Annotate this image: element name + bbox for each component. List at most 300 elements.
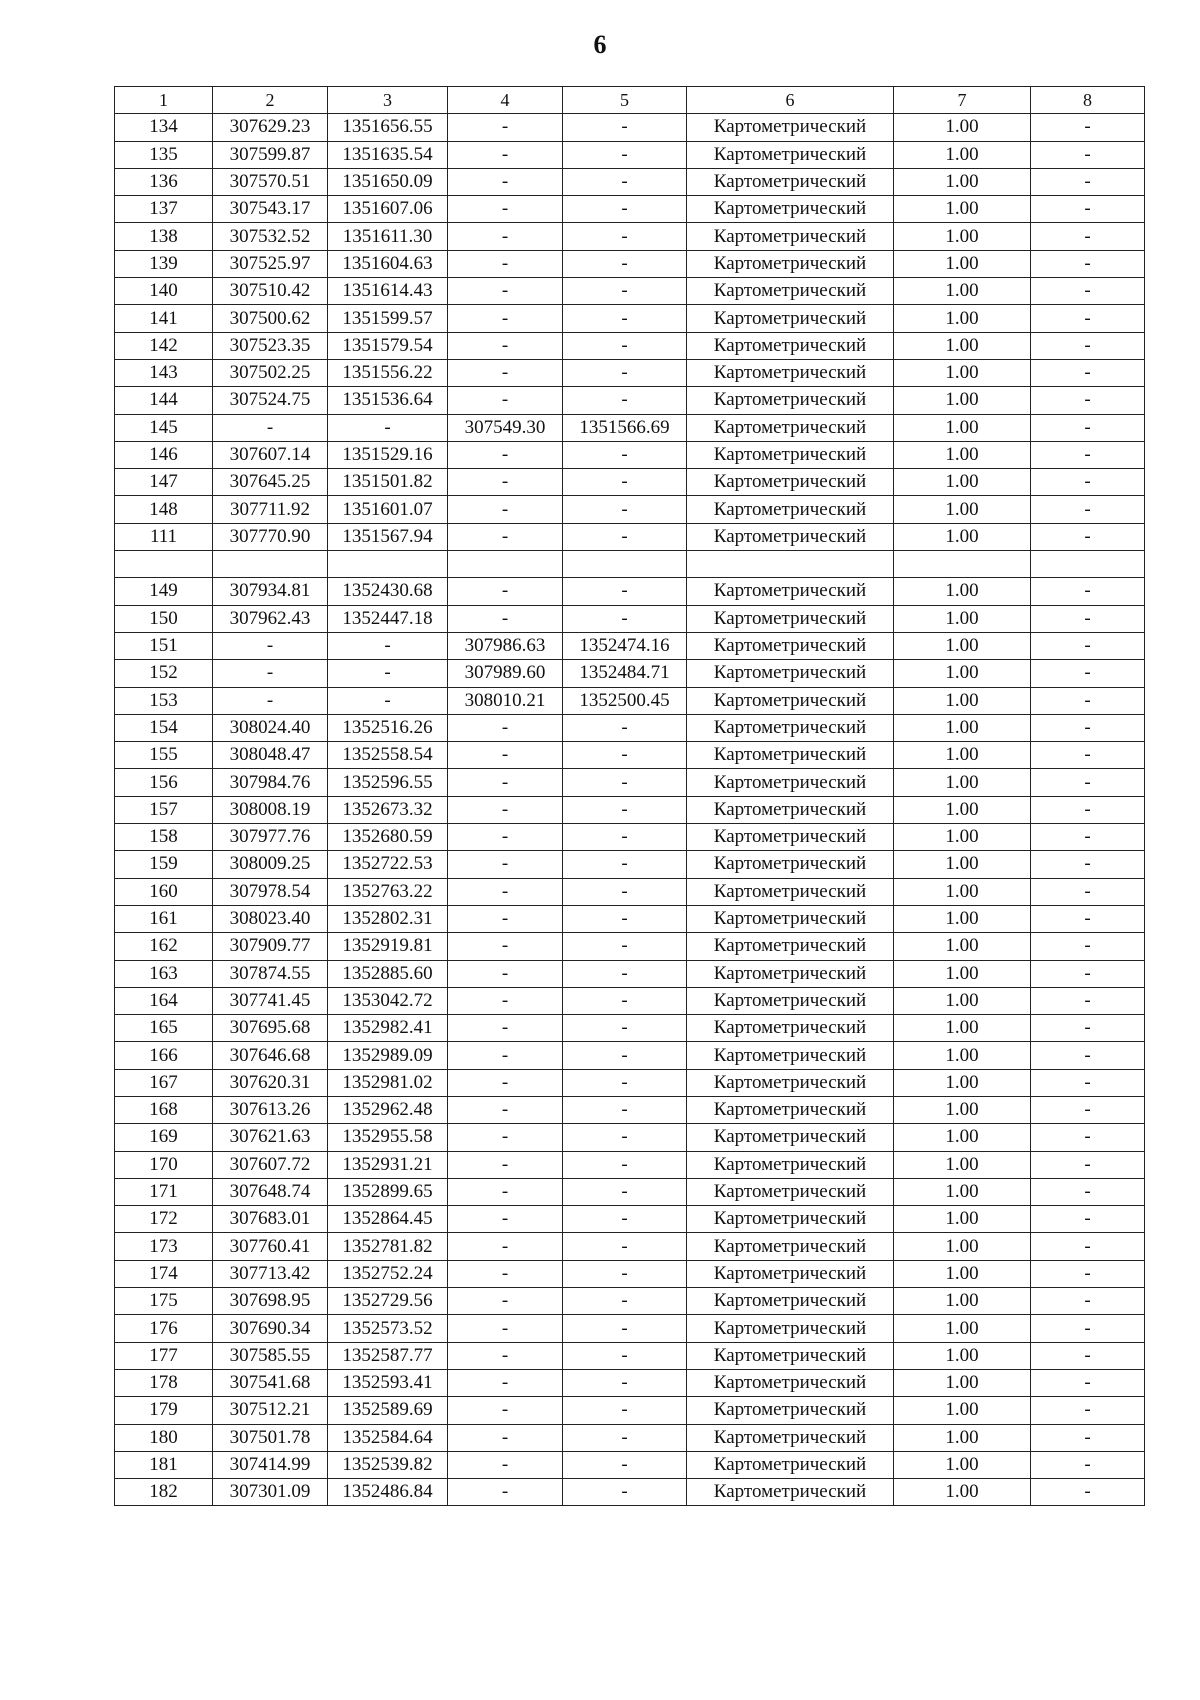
note-cell: - <box>1031 578 1145 605</box>
y-new-coordinate-cell: - <box>563 742 687 769</box>
method-cell: Картометрический <box>687 960 894 987</box>
y-coordinate-cell: 1352885.60 <box>328 960 448 987</box>
accuracy-cell: 1.00 <box>894 687 1031 714</box>
y-new-coordinate-cell: - <box>563 114 687 141</box>
point-number-cell: 142 <box>115 332 213 359</box>
table-header-row <box>115 87 1145 114</box>
point-number-cell: 169 <box>115 1124 213 1151</box>
x-coordinate-cell: 307607.72 <box>213 1151 328 1178</box>
method-cell: Картометрический <box>687 196 894 223</box>
method-cell: Картометрический <box>687 359 894 386</box>
x-coordinate-cell: 307646.68 <box>213 1042 328 1069</box>
y-coordinate-cell: - <box>328 687 448 714</box>
y-coordinate-cell: 1352981.02 <box>328 1069 448 1096</box>
table-row <box>115 851 1145 878</box>
table-row <box>115 196 1145 223</box>
x-new-coordinate-cell: - <box>448 1178 563 1205</box>
method-cell: Картометрический <box>687 578 894 605</box>
note-cell: - <box>1031 250 1145 277</box>
method-cell: Картометрический <box>687 605 894 632</box>
y-coordinate-cell: 1352516.26 <box>328 714 448 741</box>
point-number-cell: 182 <box>115 1479 213 1506</box>
point-number-cell: 154 <box>115 714 213 741</box>
x-coordinate-cell: 307984.76 <box>213 769 328 796</box>
y-coordinate-cell: - <box>328 632 448 659</box>
y-coordinate-cell: 1352955.58 <box>328 1124 448 1151</box>
table-row <box>115 1369 1145 1396</box>
accuracy-cell: 1.00 <box>894 1233 1031 1260</box>
y-coordinate-cell: 1353042.72 <box>328 987 448 1014</box>
x-new-coordinate-cell: - <box>448 960 563 987</box>
point-number-cell: 163 <box>115 960 213 987</box>
method-cell: Картометрический <box>687 1069 894 1096</box>
x-new-coordinate-cell: - <box>448 523 563 550</box>
x-coordinate-cell <box>213 551 328 578</box>
y-coordinate-cell: 1352430.68 <box>328 578 448 605</box>
y-coordinate-cell: 1351656.55 <box>328 114 448 141</box>
y-coordinate-cell: 1351599.57 <box>328 305 448 332</box>
note-cell: - <box>1031 1260 1145 1287</box>
point-number-cell: 141 <box>115 305 213 332</box>
note-cell: - <box>1031 796 1145 823</box>
table-row <box>115 987 1145 1014</box>
table-row <box>115 523 1145 550</box>
point-number-cell: 173 <box>115 1233 213 1260</box>
point-number-cell: 179 <box>115 1397 213 1424</box>
accuracy-cell: 1.00 <box>894 824 1031 851</box>
note-cell: - <box>1031 851 1145 878</box>
point-number-cell: 165 <box>115 1015 213 1042</box>
accuracy-cell: 1.00 <box>894 196 1031 223</box>
y-new-coordinate-cell: - <box>563 441 687 468</box>
y-new-coordinate-cell: - <box>563 1042 687 1069</box>
x-new-coordinate-cell: - <box>448 250 563 277</box>
x-new-coordinate-cell: - <box>448 1096 563 1123</box>
method-cell: Картометрический <box>687 1151 894 1178</box>
x-new-coordinate-cell: - <box>448 223 563 250</box>
y-new-coordinate-cell: - <box>563 1151 687 1178</box>
note-cell: - <box>1031 168 1145 195</box>
method-cell: Картометрический <box>687 414 894 441</box>
method-cell: Картометрический <box>687 332 894 359</box>
table-row <box>115 414 1145 441</box>
note-cell: - <box>1031 1042 1145 1069</box>
note-cell: - <box>1031 1288 1145 1315</box>
y-coordinate-cell: 1351601.07 <box>328 496 448 523</box>
accuracy-cell: 1.00 <box>894 796 1031 823</box>
x-new-coordinate-cell: - <box>448 1397 563 1424</box>
x-coordinate-cell: 307629.23 <box>213 114 328 141</box>
table-row <box>115 1151 1145 1178</box>
y-new-coordinate-cell: - <box>563 250 687 277</box>
table-row <box>115 1178 1145 1205</box>
note-cell: - <box>1031 1069 1145 1096</box>
method-cell: Картометрический <box>687 1369 894 1396</box>
point-number-cell: 137 <box>115 196 213 223</box>
y-new-coordinate-cell: - <box>563 851 687 878</box>
y-new-coordinate-cell: - <box>563 824 687 851</box>
y-new-coordinate-cell: - <box>563 223 687 250</box>
x-coordinate-cell: 307760.41 <box>213 1233 328 1260</box>
note-cell: - <box>1031 1151 1145 1178</box>
table-row <box>115 742 1145 769</box>
y-new-coordinate-cell: - <box>563 878 687 905</box>
accuracy-cell: 1.00 <box>894 1151 1031 1178</box>
y-coordinate-cell: 1352584.64 <box>328 1424 448 1451</box>
y-coordinate-cell: 1351607.06 <box>328 196 448 223</box>
x-new-coordinate-cell: - <box>448 987 563 1014</box>
y-coordinate-cell: 1352899.65 <box>328 1178 448 1205</box>
y-new-coordinate-cell: - <box>563 905 687 932</box>
y-coordinate-cell: 1351614.43 <box>328 278 448 305</box>
y-new-coordinate-cell: - <box>563 1479 687 1506</box>
accuracy-cell: 1.00 <box>894 1206 1031 1233</box>
point-number-cell: 155 <box>115 742 213 769</box>
method-cell: Картометрический <box>687 1451 894 1478</box>
y-coordinate-cell: 1352587.77 <box>328 1342 448 1369</box>
note-cell <box>1031 551 1145 578</box>
point-number-cell: 170 <box>115 1151 213 1178</box>
x-new-coordinate-cell: - <box>448 359 563 386</box>
y-coordinate-cell: 1352962.48 <box>328 1096 448 1123</box>
point-number-cell: 111 <box>115 523 213 550</box>
x-new-coordinate-cell: - <box>448 578 563 605</box>
y-new-coordinate-cell: 1352484.71 <box>563 660 687 687</box>
table-row <box>115 1124 1145 1151</box>
method-cell: Картометрический <box>687 1124 894 1151</box>
y-coordinate-cell: 1351635.54 <box>328 141 448 168</box>
accuracy-cell: 1.00 <box>894 1424 1031 1451</box>
point-number-cell: 151 <box>115 632 213 659</box>
accuracy-cell: 1.00 <box>894 414 1031 441</box>
x-new-coordinate-cell: - <box>448 878 563 905</box>
table-row <box>115 960 1145 987</box>
x-coordinate-cell: 307621.63 <box>213 1124 328 1151</box>
method-cell: Картометрический <box>687 905 894 932</box>
table-row <box>115 250 1145 277</box>
y-coordinate-cell: 1352539.82 <box>328 1451 448 1478</box>
y-new-coordinate-cell: - <box>563 196 687 223</box>
accuracy-cell: 1.00 <box>894 1178 1031 1205</box>
y-new-coordinate-cell: - <box>563 1424 687 1451</box>
table-row <box>115 824 1145 851</box>
y-coordinate-cell: 1351604.63 <box>328 250 448 277</box>
table-row <box>115 305 1145 332</box>
accuracy-cell: 1.00 <box>894 1124 1031 1151</box>
method-cell: Картометрический <box>687 1288 894 1315</box>
x-coordinate-cell: 307683.01 <box>213 1206 328 1233</box>
y-new-coordinate-cell: - <box>563 1015 687 1042</box>
point-number-cell: 174 <box>115 1260 213 1287</box>
column-header: 4 <box>448 87 563 114</box>
y-new-coordinate-cell: - <box>563 1451 687 1478</box>
x-coordinate-cell: 307585.55 <box>213 1342 328 1369</box>
note-cell: - <box>1031 196 1145 223</box>
method-cell: Картометрический <box>687 1397 894 1424</box>
table-row <box>115 1042 1145 1069</box>
point-number-cell: 140 <box>115 278 213 305</box>
point-number-cell: 178 <box>115 1369 213 1396</box>
method-cell: Картометрический <box>687 660 894 687</box>
y-coordinate-cell: 1352593.41 <box>328 1369 448 1396</box>
x-new-coordinate-cell: - <box>448 1151 563 1178</box>
accuracy-cell: 1.00 <box>894 1451 1031 1478</box>
point-number-cell: 148 <box>115 496 213 523</box>
method-cell: Картометрический <box>687 141 894 168</box>
y-new-coordinate-cell: - <box>563 1206 687 1233</box>
y-new-coordinate-cell: - <box>563 1397 687 1424</box>
method-cell: Картометрический <box>687 523 894 550</box>
note-cell: - <box>1031 1397 1145 1424</box>
x-new-coordinate-cell: - <box>448 168 563 195</box>
x-coordinate-cell: - <box>213 687 328 714</box>
accuracy-cell: 1.00 <box>894 660 1031 687</box>
method-cell: Картометрический <box>687 305 894 332</box>
table-row <box>115 496 1145 523</box>
method-cell: Картометрический <box>687 1178 894 1205</box>
accuracy-cell: 1.00 <box>894 1288 1031 1315</box>
table-row <box>115 278 1145 305</box>
point-number-cell: 166 <box>115 1042 213 1069</box>
x-new-coordinate-cell: - <box>448 1369 563 1396</box>
note-cell: - <box>1031 305 1145 332</box>
point-number-cell: 152 <box>115 660 213 687</box>
point-number-cell: 145 <box>115 414 213 441</box>
column-header: 6 <box>687 87 894 114</box>
x-coordinate-cell: 307607.14 <box>213 441 328 468</box>
point-number-cell: 139 <box>115 250 213 277</box>
accuracy-cell: 1.00 <box>894 605 1031 632</box>
x-new-coordinate-cell: - <box>448 605 563 632</box>
y-coordinate-cell: 1351536.64 <box>328 387 448 414</box>
note-cell: - <box>1031 660 1145 687</box>
y-coordinate-cell: 1352589.69 <box>328 1397 448 1424</box>
point-number-cell: 138 <box>115 223 213 250</box>
x-coordinate-cell: - <box>213 660 328 687</box>
point-number-cell: 136 <box>115 168 213 195</box>
y-coordinate-cell: 1351529.16 <box>328 441 448 468</box>
y-new-coordinate-cell: - <box>563 1069 687 1096</box>
y-new-coordinate-cell: - <box>563 1315 687 1342</box>
y-coordinate-cell: - <box>328 414 448 441</box>
accuracy-cell: 1.00 <box>894 987 1031 1014</box>
accuracy-cell: 1.00 <box>894 742 1031 769</box>
point-number-cell: 149 <box>115 578 213 605</box>
note-cell: - <box>1031 769 1145 796</box>
accuracy-cell: 1.00 <box>894 1479 1031 1506</box>
x-coordinate-cell: 307962.43 <box>213 605 328 632</box>
x-new-coordinate-cell: - <box>448 769 563 796</box>
note-cell: - <box>1031 824 1145 851</box>
method-cell: Картометрический <box>687 1206 894 1233</box>
method-cell: Картометрический <box>687 1233 894 1260</box>
table-row <box>115 1451 1145 1478</box>
page-number: 6 <box>593 30 607 59</box>
y-new-coordinate-cell: 1351566.69 <box>563 414 687 441</box>
note-cell: - <box>1031 687 1145 714</box>
table-row <box>115 1397 1145 1424</box>
point-number-cell: 167 <box>115 1069 213 1096</box>
note-cell: - <box>1031 933 1145 960</box>
note-cell: - <box>1031 523 1145 550</box>
method-cell: Картометрический <box>687 223 894 250</box>
accuracy-cell: 1.00 <box>894 960 1031 987</box>
y-new-coordinate-cell: - <box>563 960 687 987</box>
accuracy-cell: 1.00 <box>894 1069 1031 1096</box>
accuracy-cell: 1.00 <box>894 114 1031 141</box>
accuracy-cell: 1.00 <box>894 223 1031 250</box>
accuracy-cell: 1.00 <box>894 933 1031 960</box>
table-row <box>115 632 1145 659</box>
table-row <box>115 1479 1145 1506</box>
note-cell: - <box>1031 1124 1145 1151</box>
note-cell: - <box>1031 1206 1145 1233</box>
accuracy-cell: 1.00 <box>894 1260 1031 1287</box>
x-new-coordinate-cell: - <box>448 332 563 359</box>
method-cell: Картометрический <box>687 687 894 714</box>
x-new-coordinate-cell: - <box>448 469 563 496</box>
y-coordinate-cell: 1352763.22 <box>328 878 448 905</box>
point-number-cell: 161 <box>115 905 213 932</box>
table-row <box>115 223 1145 250</box>
column-header: 3 <box>328 87 448 114</box>
method-cell: Картометрический <box>687 714 894 741</box>
note-cell: - <box>1031 960 1145 987</box>
method-cell: Картометрический <box>687 469 894 496</box>
point-number-cell <box>115 551 213 578</box>
column-header: 7 <box>894 87 1031 114</box>
accuracy-cell: 1.00 <box>894 1042 1031 1069</box>
y-new-coordinate-cell: - <box>563 933 687 960</box>
x-new-coordinate-cell: - <box>448 1042 563 1069</box>
y-new-coordinate-cell: - <box>563 332 687 359</box>
y-coordinate-cell: 1352722.53 <box>328 851 448 878</box>
y-coordinate-cell: 1352486.84 <box>328 1479 448 1506</box>
y-new-coordinate-cell: - <box>563 387 687 414</box>
table-row <box>115 605 1145 632</box>
x-new-coordinate-cell: - <box>448 196 563 223</box>
y-coordinate-cell: - <box>328 660 448 687</box>
y-coordinate-cell: 1352729.56 <box>328 1288 448 1315</box>
x-new-coordinate-cell: - <box>448 742 563 769</box>
note-cell: - <box>1031 414 1145 441</box>
y-coordinate-cell: 1352673.32 <box>328 796 448 823</box>
method-cell: Картометрический <box>687 250 894 277</box>
x-new-coordinate-cell: - <box>448 114 563 141</box>
point-number-cell: 157 <box>115 796 213 823</box>
table-row <box>115 441 1145 468</box>
method-cell: Картометрический <box>687 1042 894 1069</box>
method-cell: Картометрический <box>687 278 894 305</box>
accuracy-cell: 1.00 <box>894 878 1031 905</box>
method-cell: Картометрический <box>687 742 894 769</box>
point-number-cell: 158 <box>115 824 213 851</box>
point-number-cell: 175 <box>115 1288 213 1315</box>
table-row <box>115 1206 1145 1233</box>
point-number-cell: 181 <box>115 1451 213 1478</box>
x-new-coordinate-cell: 307549.30 <box>448 414 563 441</box>
y-new-coordinate-cell: - <box>563 359 687 386</box>
note-cell: - <box>1031 1015 1145 1042</box>
table-row <box>115 578 1145 605</box>
y-new-coordinate-cell: - <box>563 796 687 823</box>
column-header: 1 <box>115 87 213 114</box>
note-cell: - <box>1031 1424 1145 1451</box>
y-coordinate-cell: 1351650.09 <box>328 168 448 195</box>
y-coordinate-cell: 1352989.09 <box>328 1042 448 1069</box>
x-coordinate-cell: 307770.90 <box>213 523 328 550</box>
x-new-coordinate-cell: - <box>448 1260 563 1287</box>
y-new-coordinate-cell: 1352500.45 <box>563 687 687 714</box>
y-new-coordinate-cell: - <box>563 714 687 741</box>
column-header: 5 <box>563 87 687 114</box>
y-new-coordinate-cell: - <box>563 1233 687 1260</box>
y-coordinate-cell: 1352680.59 <box>328 824 448 851</box>
accuracy-cell: 1.00 <box>894 1315 1031 1342</box>
table-row <box>115 1096 1145 1123</box>
y-new-coordinate-cell: - <box>563 305 687 332</box>
x-new-coordinate-cell: - <box>448 1015 563 1042</box>
y-new-coordinate-cell: - <box>563 578 687 605</box>
x-coordinate-cell: 307648.74 <box>213 1178 328 1205</box>
point-number-cell: 156 <box>115 769 213 796</box>
x-coordinate-cell: 308009.25 <box>213 851 328 878</box>
point-number-cell: 144 <box>115 387 213 414</box>
note-cell: - <box>1031 878 1145 905</box>
note-cell: - <box>1031 1315 1145 1342</box>
table-row <box>115 551 1145 578</box>
method-cell: Картометрический <box>687 796 894 823</box>
x-coordinate-cell: 307502.25 <box>213 359 328 386</box>
x-coordinate-cell: 307741.45 <box>213 987 328 1014</box>
column-header: 2 <box>213 87 328 114</box>
y-coordinate-cell: 1352447.18 <box>328 605 448 632</box>
point-number-cell: 150 <box>115 605 213 632</box>
note-cell: - <box>1031 496 1145 523</box>
accuracy-cell: 1.00 <box>894 1342 1031 1369</box>
x-coordinate-cell: 308048.47 <box>213 742 328 769</box>
method-cell: Картометрический <box>687 1479 894 1506</box>
y-coordinate-cell: 1351611.30 <box>328 223 448 250</box>
note-cell: - <box>1031 359 1145 386</box>
table-row <box>115 114 1145 141</box>
x-coordinate-cell: 308023.40 <box>213 905 328 932</box>
x-coordinate-cell: 307695.68 <box>213 1015 328 1042</box>
y-new-coordinate-cell: - <box>563 1124 687 1151</box>
x-new-coordinate-cell: - <box>448 1451 563 1478</box>
y-coordinate-cell: 1352982.41 <box>328 1015 448 1042</box>
x-new-coordinate-cell: - <box>448 851 563 878</box>
note-cell: - <box>1031 905 1145 932</box>
y-new-coordinate-cell: - <box>563 469 687 496</box>
x-coordinate-cell: 307301.09 <box>213 1479 328 1506</box>
note-cell: - <box>1031 987 1145 1014</box>
x-new-coordinate-cell: - <box>448 141 563 168</box>
x-coordinate-cell: 307525.97 <box>213 250 328 277</box>
accuracy-cell: 1.00 <box>894 278 1031 305</box>
table-row <box>115 332 1145 359</box>
accuracy-cell: 1.00 <box>894 769 1031 796</box>
x-new-coordinate-cell: - <box>448 905 563 932</box>
y-coordinate-cell: 1352558.54 <box>328 742 448 769</box>
accuracy-cell: 1.00 <box>894 714 1031 741</box>
note-cell: - <box>1031 632 1145 659</box>
x-new-coordinate-cell: - <box>448 1424 563 1451</box>
point-number-cell: 159 <box>115 851 213 878</box>
x-coordinate-cell: 307543.17 <box>213 196 328 223</box>
x-new-coordinate-cell: - <box>448 1479 563 1506</box>
table-row <box>115 714 1145 741</box>
